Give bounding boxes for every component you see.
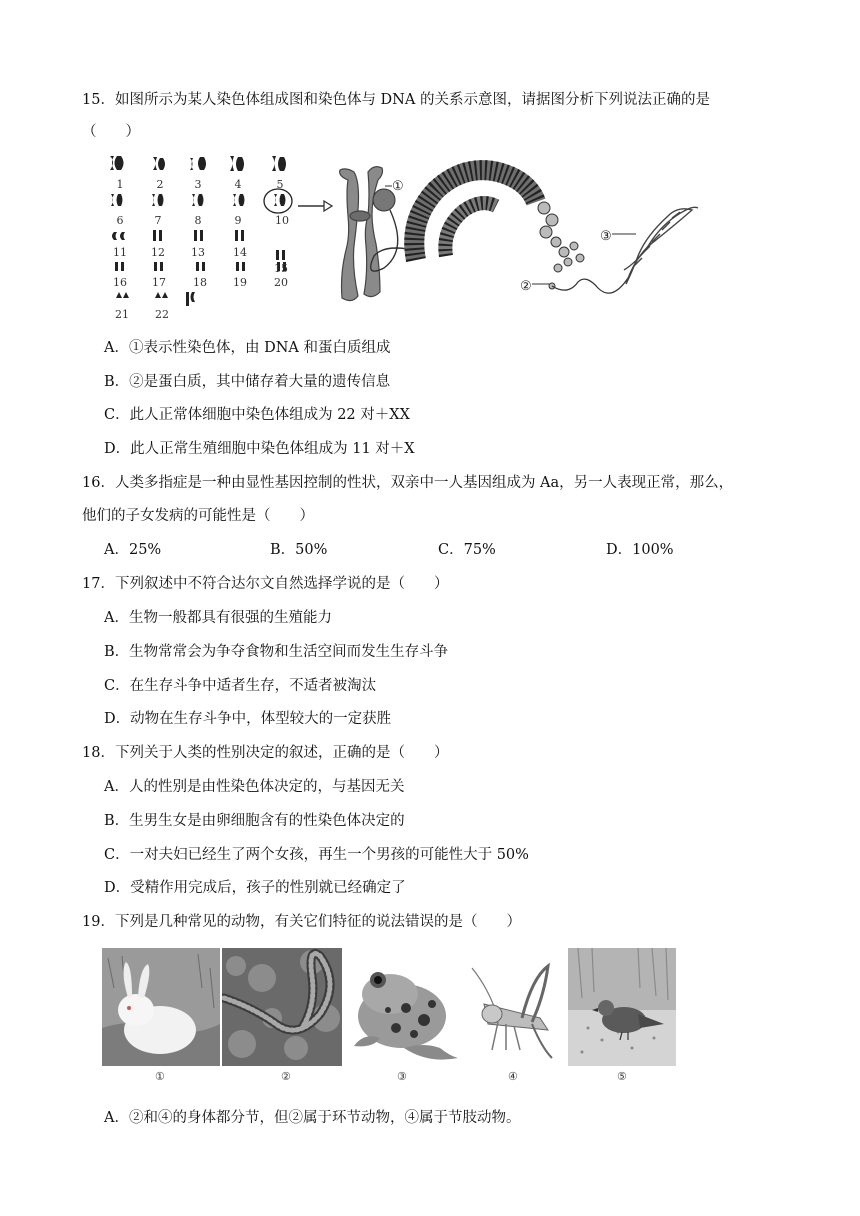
arrow-icon: [298, 201, 332, 211]
chromosome-pair-16: [115, 262, 124, 271]
q16-option-a[interactable]: A．25%: [104, 542, 162, 558]
earthworm-photo: [222, 948, 342, 1066]
pair-label: 17: [152, 276, 166, 289]
pair-label: 3: [194, 178, 202, 191]
nucleosome-beads: [538, 202, 584, 289]
callout-2: ②: [520, 279, 532, 294]
pair-label: 4: [234, 178, 242, 191]
chromosome-pair-5: [272, 156, 286, 171]
q15-option-b[interactable]: B．②是蛋白质，其中储存着大量的遗传信息: [104, 374, 391, 390]
q18-option-b[interactable]: B．生男生女是由卵细胞含有的性染色体决定的: [104, 813, 405, 829]
callout-3: ③: [600, 229, 612, 244]
photo-caption-1: ①: [155, 1070, 165, 1083]
q15-option-a[interactable]: A．①表示性染色体，由 DNA 和蛋白质组成: [104, 340, 391, 356]
q15-option-d[interactable]: D．此人正常生殖细胞中染色体组成为 11 对＋X: [104, 441, 415, 457]
chromosome-pair-13: [194, 230, 203, 241]
q19-option-a[interactable]: A．②和④的身体都分节，但②属于环节动物，④属于节肢动物。: [104, 1110, 521, 1126]
q18-option-c[interactable]: C．一对夫妇已经生了两个女孩，再生一个男孩的可能性大于 50%: [104, 847, 529, 863]
q17-option-b[interactable]: B．生物常常会为争夺食物和生活空间而发生生存斗争: [104, 644, 449, 660]
q16-option-d[interactable]: D．100%: [606, 542, 674, 558]
pair-label: 13: [191, 246, 205, 259]
pair-label: 12: [151, 246, 165, 259]
q17-option-a[interactable]: A．生物一般都具有很强的生殖能力: [104, 610, 332, 626]
pair-label: 8: [194, 214, 202, 227]
chromosome-pair-8: [192, 194, 204, 206]
q16-stem-line2: 他们的子女发病的可能性是（ ）: [82, 508, 314, 524]
q16-stem-line1: 16．人类多指症是一种由显性基因控制的性状，双亲中一人基因组成为 Aa，另一人表现正常，那么，: [82, 475, 734, 491]
chromosome-pair-6: [111, 194, 123, 206]
pair-label: 20: [274, 276, 288, 289]
pair-label: 2: [156, 178, 164, 191]
chromosome-shape: [340, 167, 383, 301]
chromosome-pair-22: [155, 292, 168, 298]
chromosome-pair-7: [152, 194, 164, 206]
chromosome-pair-9: [233, 194, 245, 206]
pair-label: 11: [113, 246, 127, 259]
q18-option-d[interactable]: D．受精作用完成后，孩子的性别就已经确定了: [104, 880, 406, 896]
q15-stem-line2: （ ）: [82, 124, 140, 140]
photo-caption-5: ⑤: [617, 1070, 627, 1083]
pair-label: 16: [113, 276, 127, 289]
q18-option-a[interactable]: A．人的性别是由性染色体决定的，与基因无关: [104, 779, 405, 795]
chromosome-pair-21: [116, 292, 129, 298]
chromatin-coil: [414, 170, 536, 260]
pair-label: 5: [276, 178, 284, 191]
chromosome-pair-19: [236, 262, 245, 271]
chromosome-pair-1: [110, 156, 124, 170]
chromosome-pair-12: [153, 230, 162, 241]
chromosome-pair-17: [154, 262, 163, 271]
grasshopper-photo: [462, 948, 564, 1066]
chromosome-pair-11: [112, 232, 125, 240]
q15-stem-line1: 15．如图所示为某人染色体组成图和染色体与 DNA 的关系示意图，请据图分析下列说法正确的是: [82, 92, 710, 108]
pair-label: 10: [275, 214, 289, 227]
pair-label: 22: [155, 308, 169, 321]
chromosome-pair-10: [274, 194, 286, 206]
karyotype-figure: [100, 152, 312, 324]
pair-label: 21: [115, 308, 129, 321]
chromosome-pair-4: [230, 156, 244, 171]
pair-label: 7: [154, 214, 162, 227]
pair-label: 9: [234, 214, 242, 227]
q17-option-c[interactable]: C．在生存斗争中适者生存，不适者被淘汰: [104, 678, 377, 694]
chromosome-pair-3: [190, 157, 206, 170]
frog-photo: [344, 948, 460, 1066]
q16-option-b[interactable]: B．50%: [270, 542, 328, 558]
q19-stem: 19．下列是几种常见的动物，有关它们特征的说法错误的是（ ）: [82, 914, 521, 930]
q18-stem: 18．下列关于人类的性别决定的叙述，正确的是（ ）: [82, 745, 449, 761]
highlight-circle: [264, 189, 292, 213]
q16-option-c[interactable]: C．75%: [438, 542, 496, 558]
chromosome-pair-18: [196, 262, 205, 271]
chromosome-pair-2: [153, 157, 165, 170]
photo-caption-2: ②: [281, 1070, 291, 1083]
pair-label: 14: [233, 246, 247, 259]
dna-strand-link: [552, 278, 628, 293]
q15-option-c[interactable]: C．此人正常体细胞中染色体组成为 22 对＋XX: [104, 407, 410, 423]
callout-1: ①: [392, 179, 404, 194]
chromosome-dna-diagram: [296, 150, 700, 312]
photo-caption-3: ③: [397, 1070, 407, 1083]
q17-stem: 17．下列叙述中不符合达尔文自然选择学说的是（ ）: [82, 576, 449, 592]
pair-label: 6: [116, 214, 124, 227]
pair-label: 19: [233, 276, 247, 289]
rabbit-photo: [102, 948, 220, 1066]
dna-double-helix: [624, 207, 698, 284]
chromosome-pair-15: [276, 250, 285, 260]
sex-chromosome-pair: [186, 292, 195, 306]
pair-label: 18: [193, 276, 207, 289]
pair-label: 15: [274, 262, 288, 275]
dove-photo: [568, 948, 676, 1066]
q17-option-d[interactable]: D．动物在生存斗争中，体型较大的一定获胜: [104, 711, 392, 727]
photo-caption-4: ④: [508, 1070, 518, 1083]
chromosome-pair-14: [235, 230, 244, 241]
pair-label: 1: [116, 178, 124, 191]
